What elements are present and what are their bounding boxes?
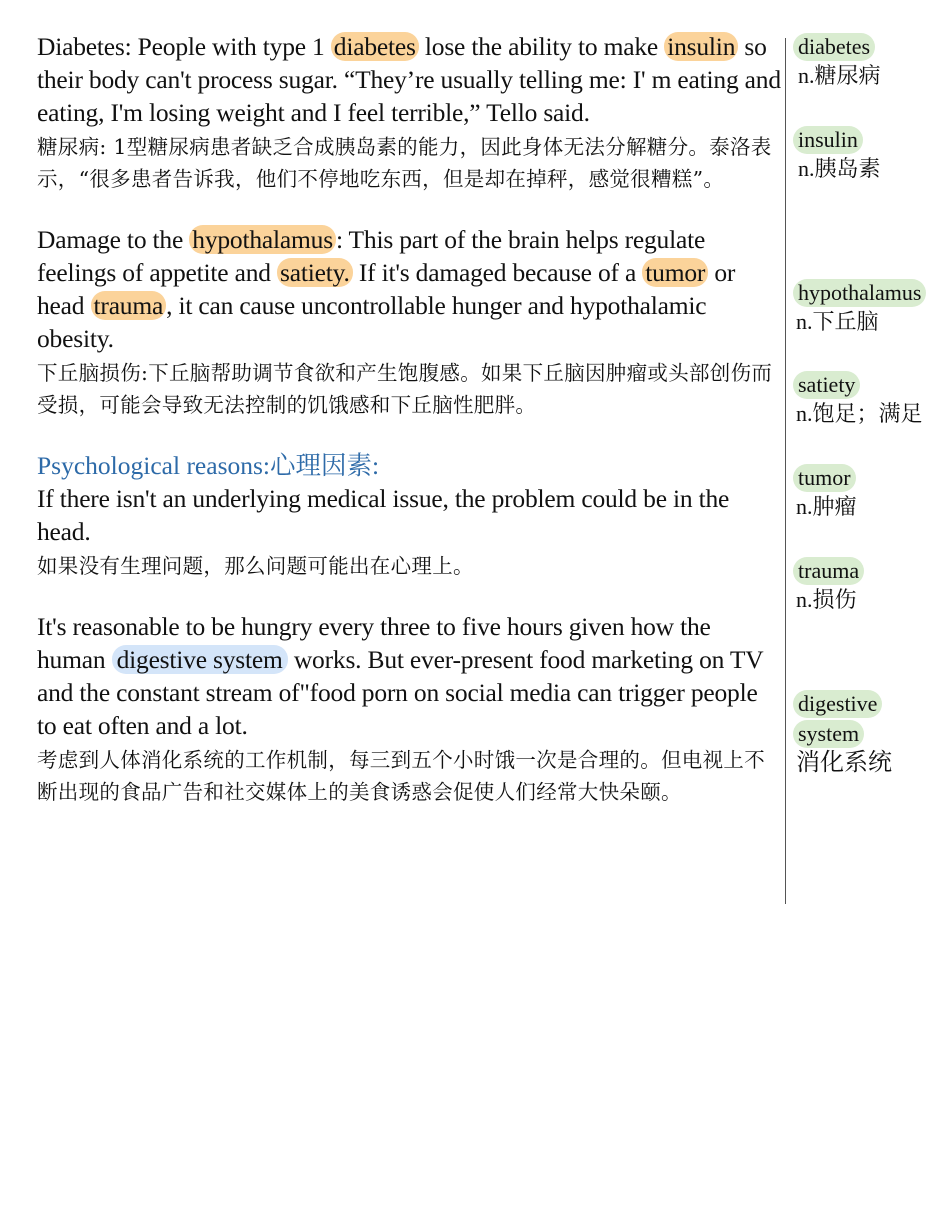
text-run: If there isn't an underlying medical issue, the problem could be in the head. — [37, 484, 730, 546]
highlighted-term: digestive system — [112, 645, 288, 674]
highlighted-term: diabetes — [331, 32, 419, 61]
vocab-definition: n.肿瘤 — [796, 494, 857, 519]
vocab-entry-hypothalamus — [793, 279, 950, 337]
chinese-translation: 下丘脑损伤:下丘脑帮助调节食欲和产生饱腹感。如果下丘脑因肿瘤或头部创伤而受损，可能会导致无法控制的饥饿感和下丘脑性肥胖。 — [37, 361, 773, 417]
main-column — [37, 30, 782, 836]
vocab-entry-tumor — [793, 464, 950, 522]
vocab-definition: n.下丘脑 — [796, 309, 879, 334]
text-run: works. But ever-present food marketing on TV and the constant stream of"food porn on social media can trigger people to eat often and a lot. — [37, 645, 764, 740]
vocab-definition: n.饱足；满足 — [796, 401, 923, 426]
english-text — [37, 482, 782, 548]
highlighted-term: hypothalamus — [189, 225, 336, 254]
vocab-word: hypothalamus — [793, 279, 926, 307]
paragraph-hypothalamus — [37, 223, 782, 421]
vocab-entry-digestive-system — [793, 690, 950, 778]
text-run: or head — [37, 258, 736, 320]
vocab-definition: 消化系统 — [796, 750, 892, 776]
vocab-word: satiety — [793, 371, 860, 399]
english-text — [37, 30, 782, 129]
text-run: : This part of the brain helps regulate feelings of appetite and — [37, 225, 706, 287]
section-heading: Psychological reasons:心理因素: — [37, 451, 380, 480]
english-text — [37, 610, 782, 742]
paragraph-digestive — [37, 610, 782, 808]
vocab-definition: n.损伤 — [796, 587, 857, 612]
vocab-word-line2: system — [793, 720, 864, 748]
chinese-translation: 如果没有生理问题，那么问题可能出在心理上。 — [37, 554, 474, 578]
text-run: It's reasonable to be hungry every three to five hours given how the human — [37, 612, 711, 674]
paragraph-psychological — [37, 449, 782, 582]
paragraph-diabetes — [37, 30, 782, 195]
text-run: Diabetes: People with type 1 — [37, 32, 331, 61]
vocab-entry-diabetes — [793, 33, 950, 91]
english-text — [37, 223, 782, 355]
highlighted-term: satiety. — [277, 258, 353, 287]
highlighted-term: insulin — [664, 32, 738, 61]
vocab-entry-satiety — [793, 371, 950, 429]
chinese-translation: 糖尿病: 1型糖尿病患者缺乏合成胰岛素的能力，因此身体无法分解糖分。泰洛表示，“很多患者告诉我，他们不停地吃东西，但是却在掉秤，感觉很糟糕”。 — [37, 135, 772, 191]
vocab-definition: n.糖尿病 — [798, 63, 881, 88]
vocab-entry-trauma — [793, 557, 950, 615]
highlighted-term: tumor — [642, 258, 708, 287]
chinese-translation: 考虑到人体消化系统的工作机制，每三到五个小时饿一次是合理的。但电视上不断出现的食品广告和社交媒体上的美食诱惑会促使人们经常大快朵颐。 — [37, 748, 765, 804]
highlighted-term: trauma — [91, 291, 167, 320]
text-run: , it can cause uncontrollable hunger and hypothalamic obesity. — [37, 291, 707, 353]
vocab-entry-insulin — [793, 126, 950, 184]
vocab-definition: n.胰岛素 — [798, 156, 881, 181]
vocab-word: tumor — [793, 464, 856, 492]
vocab-word: insulin — [793, 126, 863, 154]
text-run: Damage to the — [37, 225, 190, 254]
margin-divider — [785, 38, 786, 904]
text-run: If it's damaged because of a — [352, 258, 643, 287]
vocab-word: trauma — [793, 557, 864, 585]
vocab-word-line1: digestive — [793, 690, 882, 718]
text-run: lose the ability to make — [418, 32, 665, 61]
vocab-word: diabetes — [793, 33, 875, 61]
text-run: so their body can't process sugar. “They’re usually telling me: I' m eating and eating, I'm losing weight and I feel terrible,” Tello said. — [37, 32, 781, 127]
